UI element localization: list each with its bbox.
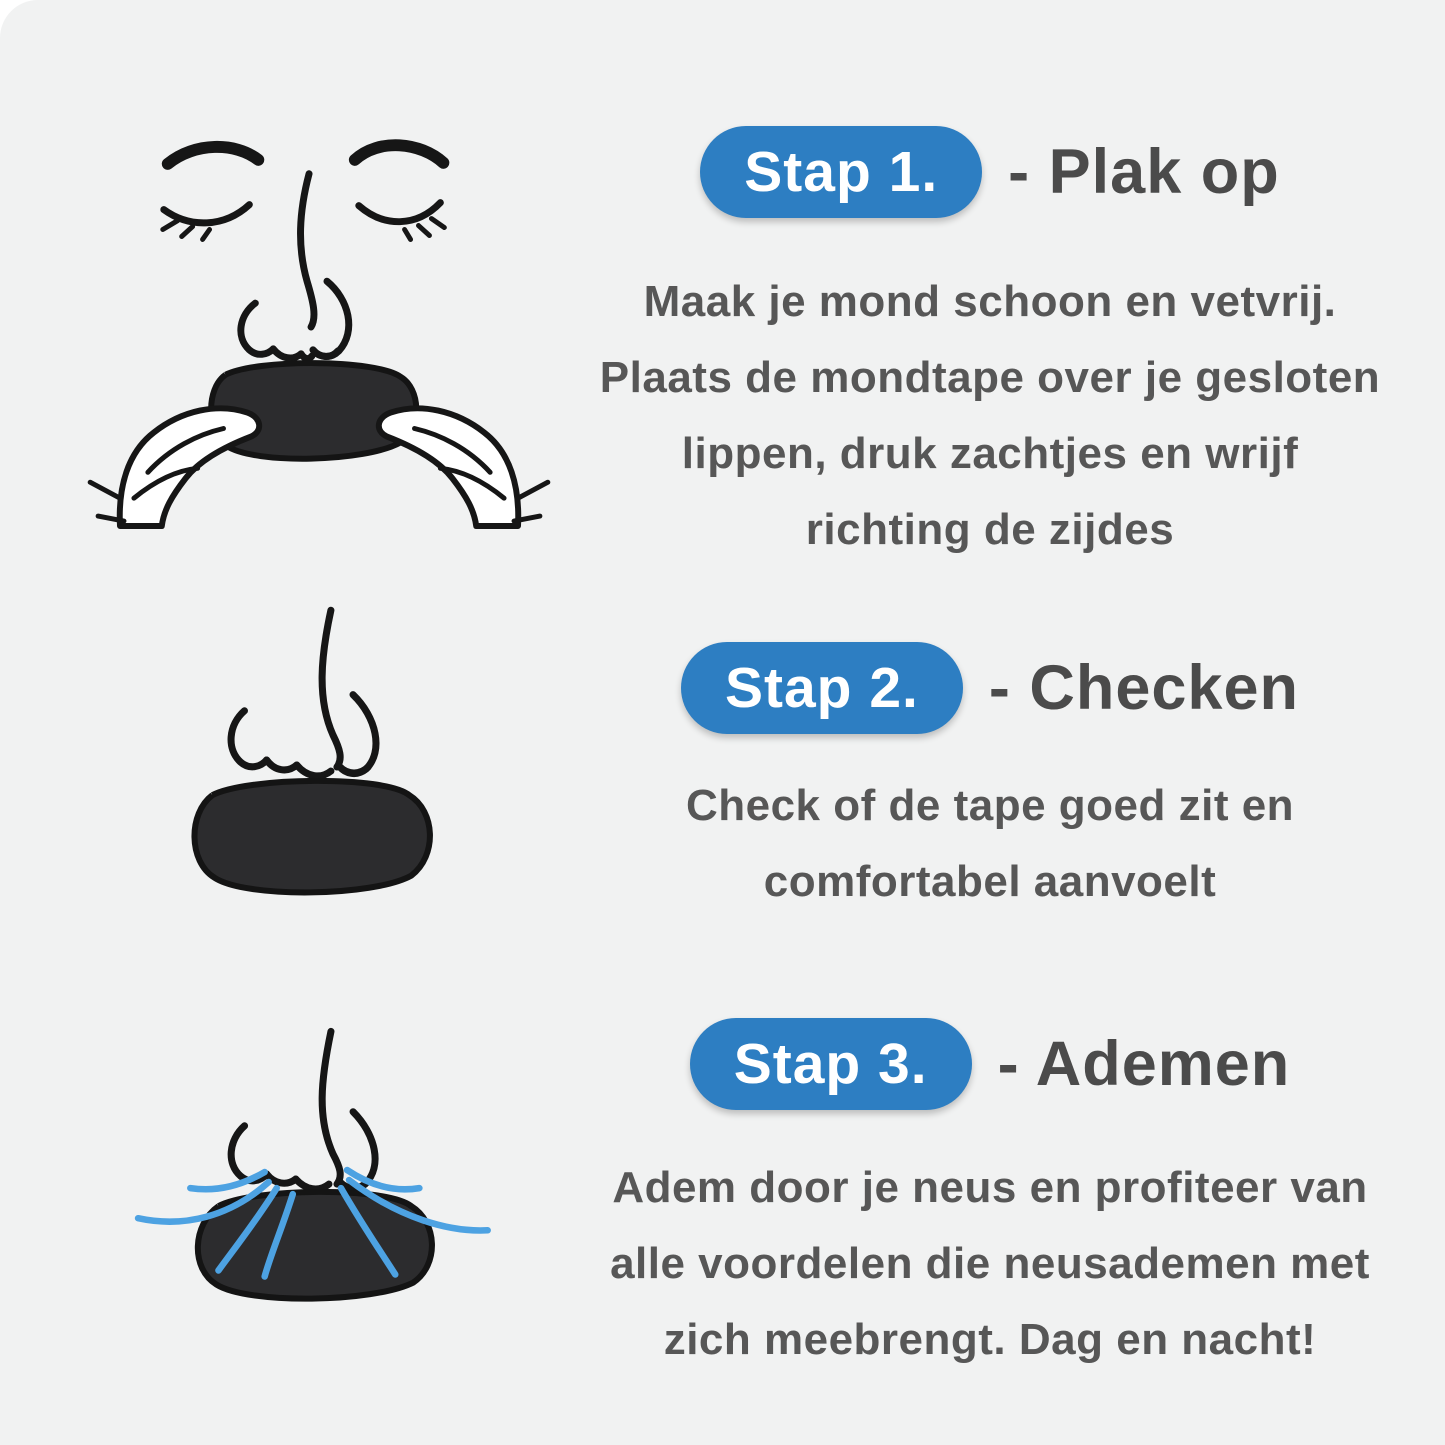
step2-content (565, 642, 1415, 920)
right-hand (379, 408, 548, 526)
step2-line1: Check of de tape goed zit en (685, 781, 1295, 830)
step3-badge: Stap 3. (690, 1018, 972, 1110)
step1-description (565, 264, 1415, 568)
nose-line-icon (231, 1031, 375, 1189)
step1-line2: Plaats de mondtape over je gesloten (599, 353, 1381, 402)
step3-content (565, 1018, 1415, 1378)
step3-line2: alle voordelen die neusademen met (610, 1239, 1370, 1288)
step3-header (565, 1018, 1415, 1110)
step3-title: - Ademen (997, 1029, 1291, 1099)
step1-line3: lippen, druk zachtjes en wrijf (681, 429, 1299, 478)
step2-title: - Checken (988, 653, 1299, 723)
step3-description (565, 1150, 1415, 1378)
step3-line1: Adem door je neus en profiteer van (612, 1163, 1368, 1212)
step2-description (565, 768, 1415, 920)
step1-line1: Maak je mond schoon en vetvrij. (643, 277, 1337, 326)
step2-line2: comfortabel aanvoelt (763, 857, 1217, 906)
step1-face-tape-illustration (58, 132, 580, 530)
mouth-tape-shape (194, 781, 429, 893)
step1-line4: richting de zijdes (805, 505, 1175, 554)
eyebrows-icon (168, 145, 444, 164)
step2-header (565, 642, 1415, 734)
step3-line3: zich meebrengt. Dag en nacht! (663, 1315, 1317, 1364)
nose-line-icon (241, 174, 349, 359)
step1-badge: Stap 1. (700, 126, 982, 218)
step3-nose-airflow-illustration (118, 1003, 560, 1330)
step1-content (565, 126, 1415, 568)
left-hand (90, 408, 259, 526)
step2-nose-tape-illustration (148, 598, 550, 920)
step1-header (565, 126, 1415, 218)
step2-badge: Stap 2. (681, 642, 963, 734)
nose-line-icon (231, 610, 376, 776)
step1-title: - Plak op (1008, 137, 1280, 207)
